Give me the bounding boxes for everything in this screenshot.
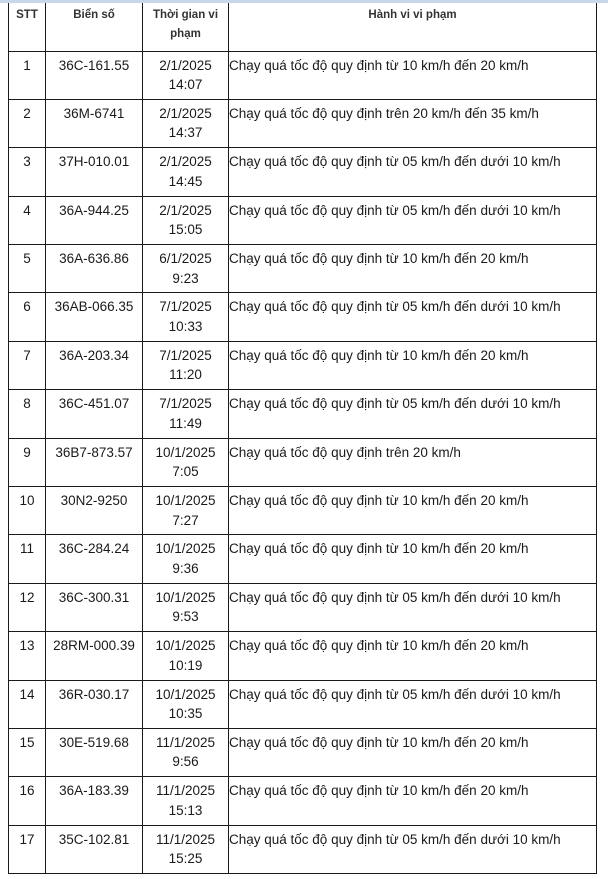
cell-plate: 30N2-9250: [46, 487, 143, 535]
cell-plate: 36C-161.55: [46, 51, 143, 99]
cell-time: [143, 680, 229, 728]
cell-date: 10/1/2025: [155, 686, 216, 702]
cell-plate: 36B7-873.57: [46, 438, 143, 486]
cell-time: [143, 148, 229, 196]
violations-table: [8, 3, 597, 874]
cell-stt: 16: [9, 777, 46, 825]
cell-clock: 9:53: [172, 609, 199, 625]
cell-stt: 9: [9, 438, 46, 486]
cell-violation: Chạy quá tốc độ quy định trên 20 km/h đến 35 km/h: [229, 99, 597, 147]
cell-plate: 36AB-066.35: [46, 293, 143, 341]
cell-clock: 9:36: [172, 560, 199, 576]
cell-plate: 36A-183.39: [46, 777, 143, 825]
cell-violation: Chạy quá tốc độ quy định từ 05 km/h đến dưới 10 km/h: [229, 390, 597, 438]
cell-date: 11/1/2025: [155, 831, 216, 847]
cell-clock: 14:37: [168, 125, 203, 141]
cell-violation: Chạy quá tốc độ quy định từ 05 km/h đến dưới 10 km/h: [229, 196, 597, 244]
cell-violation: Chạy quá tốc độ quy định từ 10 km/h đến 20 km/h: [229, 51, 597, 99]
cell-date: 7/1/2025: [159, 347, 212, 363]
cell-plate: 35C-102.81: [46, 825, 143, 873]
header-time: Thời gian vi phạm: [143, 3, 229, 51]
cell-stt: 6: [9, 293, 46, 341]
cell-violation: Chạy quá tốc độ quy định từ 05 km/h đến dưới 10 km/h: [229, 583, 597, 631]
cell-violation: Chạy quá tốc độ quy định từ 05 km/h đến dưới 10 km/h: [229, 680, 597, 728]
cell-violation: Chạy quá tốc độ quy định từ 05 km/h đến dưới 10 km/h: [229, 293, 597, 341]
cell-violation: Chạy quá tốc độ quy định từ 10 km/h đến 20 km/h: [229, 777, 597, 825]
cell-violation: Chạy quá tốc độ quy định từ 05 km/h đến dưới 10 km/h: [229, 148, 597, 196]
cell-time: [143, 196, 229, 244]
cell-plate: 36M-6741: [46, 99, 143, 147]
cell-stt: 1: [9, 51, 46, 99]
cell-plate: 36C-300.31: [46, 583, 143, 631]
cell-plate: 36C-284.24: [46, 535, 143, 583]
table-row: [9, 196, 597, 244]
table-row: [9, 148, 597, 196]
cell-date: 11/1/2025: [155, 734, 216, 750]
cell-plate: 28RM-000.39: [46, 632, 143, 680]
table-row: [9, 583, 597, 631]
cell-date: 10/1/2025: [155, 638, 216, 654]
cell-date: 2/1/2025: [159, 105, 212, 121]
cell-time: [143, 777, 229, 825]
cell-date: 10/1/2025: [155, 493, 216, 509]
cell-plate: 36A-636.86: [46, 245, 143, 293]
cell-clock: 14:07: [168, 77, 203, 92]
cell-time: [143, 438, 229, 486]
table-row: [9, 293, 597, 341]
cell-date: 6/1/2025: [159, 251, 212, 267]
cell-date: 2/1/2025: [159, 154, 212, 170]
cell-clock: 14:45: [168, 173, 203, 189]
cell-clock: 11:20: [169, 367, 202, 383]
cell-clock: 15:13: [168, 802, 203, 818]
cell-stt: 14: [9, 680, 46, 728]
cell-plate: 37H-010.01: [46, 148, 143, 196]
cell-stt: 13: [9, 632, 46, 680]
cell-clock: 10:19: [168, 657, 203, 673]
cell-date: 10/1/2025: [155, 444, 216, 460]
table-row: [9, 245, 597, 293]
cell-clock: 7:27: [172, 512, 199, 528]
table-header-row: [9, 3, 597, 51]
table-row: [9, 632, 597, 680]
table-row: [9, 99, 597, 147]
cell-stt: 3: [9, 148, 46, 196]
cell-time: [143, 535, 229, 583]
cell-clock: 9:56: [172, 754, 199, 770]
cell-stt: 2: [9, 99, 46, 147]
cell-violation: Chạy quá tốc độ quy định từ 10 km/h đến 20 km/h: [229, 535, 597, 583]
table-row: [9, 390, 597, 438]
cell-stt: 8: [9, 390, 46, 438]
cell-time: [143, 99, 229, 147]
cell-plate: 36R-030.17: [46, 680, 143, 728]
cell-time: [143, 632, 229, 680]
cell-stt: 4: [9, 196, 46, 244]
cell-date: 10/1/2025: [155, 589, 216, 605]
cell-stt: 11: [9, 535, 46, 583]
header-violation: Hành vi vi phạm: [229, 3, 597, 51]
cell-stt: 17: [9, 825, 46, 873]
cell-plate: 36A-203.34: [46, 341, 143, 389]
table-row: [9, 825, 597, 873]
table-row: [9, 438, 597, 486]
cell-violation: Chạy quá tốc độ quy định từ 05 km/h đến dưới 10 km/h: [229, 825, 597, 873]
cell-time: [143, 728, 229, 776]
cell-date: 11/1/2025: [155, 783, 216, 799]
cell-violation: Chạy quá tốc độ quy định trên 20 km/h: [229, 438, 597, 486]
cell-clock: 10:35: [168, 706, 203, 722]
table-row: [9, 728, 597, 776]
cell-clock: 7:05: [172, 464, 199, 480]
table-row: [9, 341, 597, 389]
cell-stt: 12: [9, 583, 46, 631]
cell-violation: Chạy quá tốc độ quy định từ 10 km/h đến 20 km/h: [229, 487, 597, 535]
header-stt: STT: [9, 3, 46, 51]
cell-time: [143, 390, 229, 438]
cell-plate: 30E-519.68: [46, 728, 143, 776]
cell-time: [143, 487, 229, 535]
cell-clock: 10:33: [168, 318, 203, 334]
cell-time: [143, 583, 229, 631]
cell-clock: 15:25: [168, 851, 203, 867]
cell-clock: 15:05: [168, 222, 203, 238]
table-body: [9, 51, 597, 874]
table-row: [9, 680, 597, 728]
table-row: [9, 777, 597, 825]
cell-violation: Chạy quá tốc độ quy định từ 10 km/h đến 20 km/h: [229, 728, 597, 776]
cell-plate: 36A-944.25: [46, 196, 143, 244]
cell-time: [143, 825, 229, 873]
cell-stt: 7: [9, 341, 46, 389]
cell-clock: 11:49: [169, 415, 202, 431]
cell-violation: Chạy quá tốc độ quy định từ 10 km/h đến 20 km/h: [229, 341, 597, 389]
cell-date: 10/1/2025: [155, 541, 216, 557]
cell-clock: 9:23: [172, 270, 199, 286]
cell-time: [143, 51, 229, 99]
cell-stt: 5: [9, 245, 46, 293]
cell-stt: 10: [9, 487, 46, 535]
cell-time: [143, 245, 229, 293]
table-row: [9, 487, 597, 535]
cell-violation: Chạy quá tốc độ quy định từ 10 km/h đến 20 km/h: [229, 632, 597, 680]
cell-stt: 15: [9, 728, 46, 776]
cell-date: 2/1/2025: [159, 202, 212, 218]
cell-violation: Chạy quá tốc độ quy định từ 10 km/h đến 20 km/h: [229, 245, 597, 293]
cell-time: [143, 341, 229, 389]
header-plate: Biển số: [46, 3, 143, 51]
cell-date: 2/1/2025: [159, 57, 212, 73]
cell-plate: 36C-451.07: [46, 390, 143, 438]
cell-date: 7/1/2025: [159, 299, 212, 315]
cell-time: [143, 293, 229, 341]
table-row: [9, 51, 597, 99]
cell-date: 7/1/2025: [159, 396, 212, 412]
table-row: [9, 535, 597, 583]
